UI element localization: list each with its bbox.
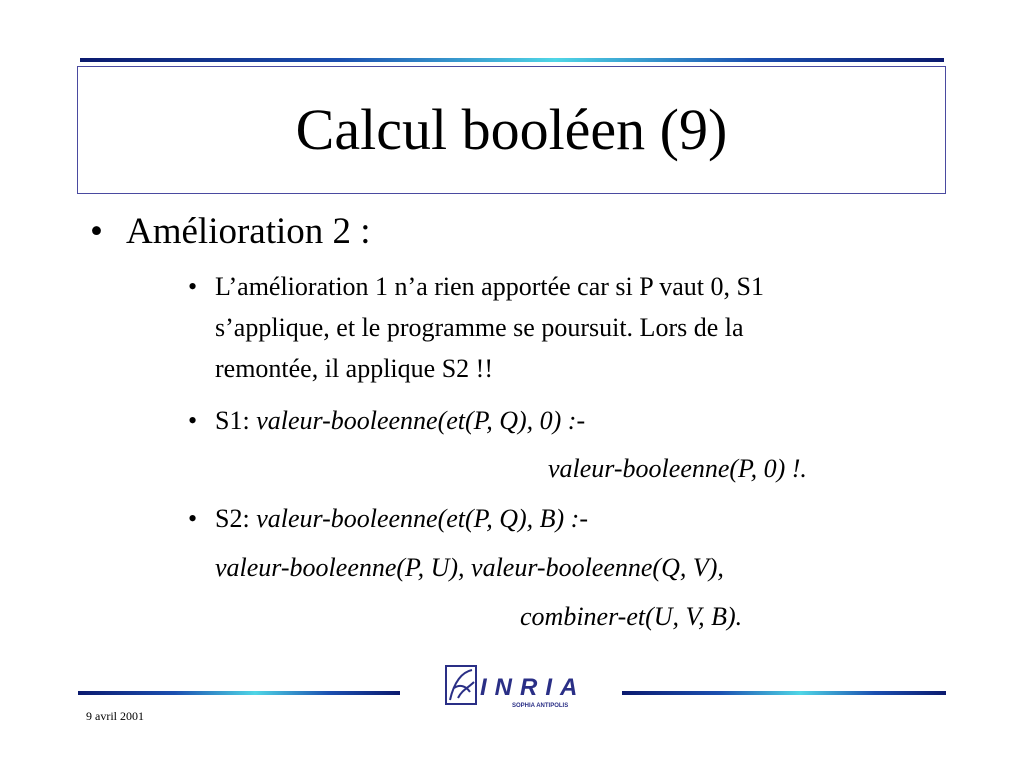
s2-head: valeur-booleenne(et(P, Q), B) :-	[256, 504, 588, 533]
bullet-level2-s2	[188, 502, 588, 536]
bottom-rule-left	[78, 691, 400, 695]
s1-body: valeur-booleenne(P, 0) !.	[548, 454, 807, 483]
inria-logo	[444, 662, 600, 710]
top-rule	[80, 58, 944, 62]
para1-line2: s’applique, et le programme se poursuit. Lors de la	[215, 313, 744, 342]
s1-head: valeur-booleenne(et(P, Q), 0) :-	[256, 406, 586, 435]
bullet-dot: •	[188, 272, 198, 301]
bullet-level2-para1	[188, 270, 764, 304]
s2-label: S2:	[215, 504, 257, 533]
bullet-level2-s1	[188, 404, 585, 438]
s2-body2: combiner-et(U, V, B).	[520, 602, 743, 631]
bullet-level1	[90, 208, 371, 256]
bullet-dot: •	[188, 406, 198, 435]
s2-body1: valeur-booleenne(P, U), valeur-booleenne(Q, V),	[215, 553, 724, 582]
footer-date: 9 avril 2001	[86, 709, 144, 723]
s1-label: S1:	[215, 406, 257, 435]
logo-wordmark: INRIA	[480, 674, 586, 701]
bullet-dot: •	[188, 504, 198, 533]
title-box	[77, 66, 946, 194]
para1-line1: L’amélioration 1 n’a rien apportée car si P vaut 0, S1	[215, 272, 764, 301]
slide-title: Calcul booléen (9)	[295, 97, 728, 162]
bullet-level1-text: Amélioration 2 :	[126, 211, 371, 252]
logo-subtitle: SOPHIA ANTIPOLIS	[512, 703, 569, 709]
para1-line3: remontée, il applique S2 !!	[215, 354, 493, 383]
bottom-rule-right	[622, 691, 946, 695]
bullet-dot: •	[90, 211, 103, 252]
